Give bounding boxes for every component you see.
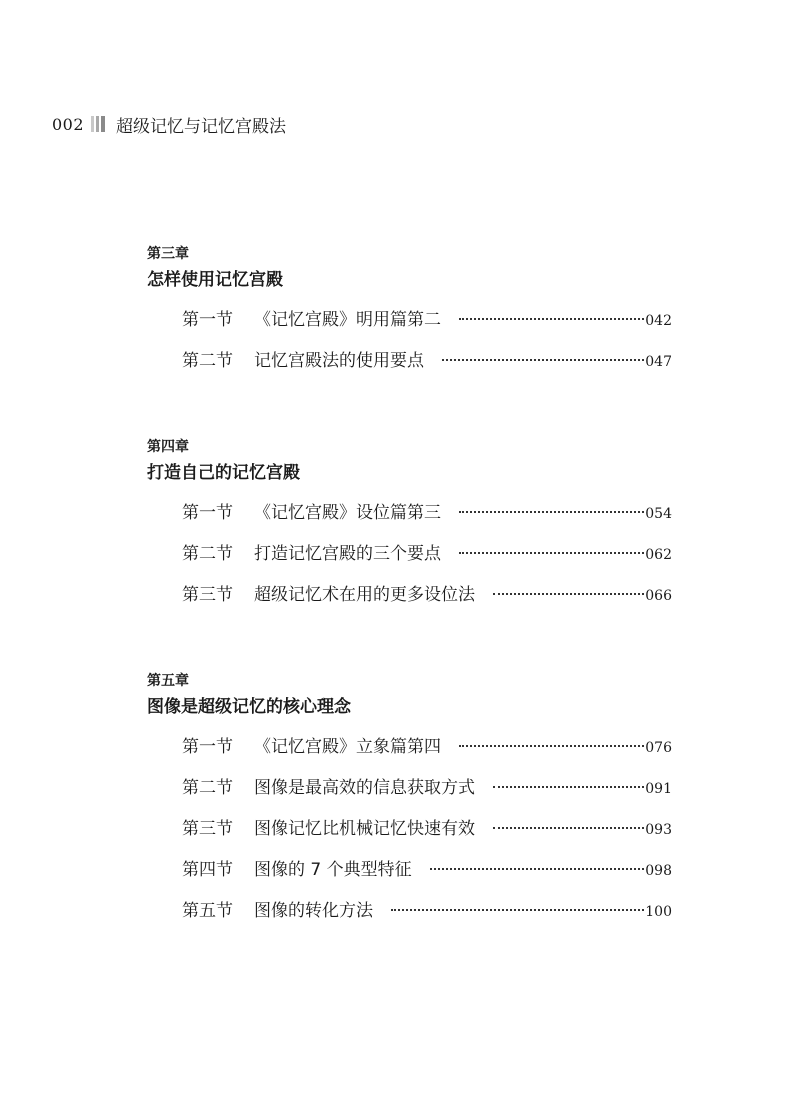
toc-entry[interactable] <box>147 768 672 809</box>
section-title: 图像是最高效的信息获取方式 <box>254 778 475 798</box>
chapter-title: 怎样使用记忆宫殿 <box>147 270 283 290</box>
toc-entry[interactable] <box>147 575 672 616</box>
chapter-3 <box>147 244 672 382</box>
section-title: 图像记忆比机械记忆快速有效 <box>254 819 475 839</box>
section-title: 《记忆宫殿》立象篇第四 <box>254 737 441 757</box>
toc-entry[interactable] <box>147 534 672 575</box>
section-title: 打造记忆宫殿的三个要点 <box>254 544 441 564</box>
toc-entry[interactable] <box>147 493 672 534</box>
header-bars-ornament <box>91 115 107 133</box>
page-ref: 062 <box>645 547 672 563</box>
dot-leader <box>391 909 644 911</box>
section-title: 记忆宫殿法的使用要点 <box>254 351 424 371</box>
page-ref: 066 <box>645 588 672 604</box>
running-header <box>52 112 286 136</box>
chapter-5 <box>147 671 672 932</box>
chapter-title: 打造自己的记忆宫殿 <box>147 463 300 483</box>
dot-leader <box>430 868 645 870</box>
page-ref: 042 <box>645 313 672 329</box>
page-ref: 047 <box>645 354 672 370</box>
section-title: 《记忆宫殿》设位篇第三 <box>254 503 441 523</box>
section-title: 图像的转化方法 <box>254 901 373 921</box>
dot-leader <box>493 786 644 788</box>
section-number: 第一节 <box>182 310 233 330</box>
table-of-contents <box>147 244 672 987</box>
page-ref: 054 <box>645 506 672 522</box>
book-title: 超级记忆与记忆宫殿法 <box>116 116 287 137</box>
chapter-label: 第四章 <box>147 439 189 455</box>
dot-leader <box>459 552 644 554</box>
section-number: 第五节 <box>182 901 233 921</box>
dot-leader <box>459 318 644 320</box>
chapter-title: 图像是超级记忆的核心理念 <box>147 697 351 717</box>
page-number: 002 <box>52 114 85 134</box>
chapter-label: 第五章 <box>147 673 189 689</box>
dot-leader <box>493 593 644 595</box>
dot-leader <box>459 745 644 747</box>
page-ref: 076 <box>645 740 672 756</box>
toc-entry[interactable] <box>147 850 672 891</box>
toc-entry[interactable] <box>147 341 672 382</box>
dot-leader <box>493 827 644 829</box>
toc-entry[interactable] <box>147 809 672 850</box>
chapter-label: 第三章 <box>147 246 189 262</box>
section-title: 图像的 7 个典型特征 <box>254 860 412 880</box>
chapter-4 <box>147 437 672 616</box>
section-number: 第二节 <box>182 351 233 371</box>
page-ref: 098 <box>645 863 672 879</box>
section-title: 超级记忆术在用的更多设位法 <box>254 585 475 605</box>
page-ref: 100 <box>645 904 672 920</box>
page-ref: 091 <box>645 781 672 797</box>
toc-entry[interactable] <box>147 300 672 341</box>
section-title: 《记忆宫殿》明用篇第二 <box>254 310 441 330</box>
section-number: 第一节 <box>182 503 233 523</box>
dot-leader <box>459 511 644 513</box>
section-number: 第三节 <box>182 819 233 839</box>
section-number: 第一节 <box>182 737 233 757</box>
section-number: 第二节 <box>182 778 233 798</box>
section-number: 第四节 <box>182 860 233 880</box>
dot-leader <box>442 359 644 361</box>
toc-entry[interactable] <box>147 727 672 768</box>
page-ref: 093 <box>645 822 672 838</box>
section-number: 第二节 <box>182 544 233 564</box>
toc-entry[interactable] <box>147 891 672 932</box>
section-number: 第三节 <box>182 585 233 605</box>
